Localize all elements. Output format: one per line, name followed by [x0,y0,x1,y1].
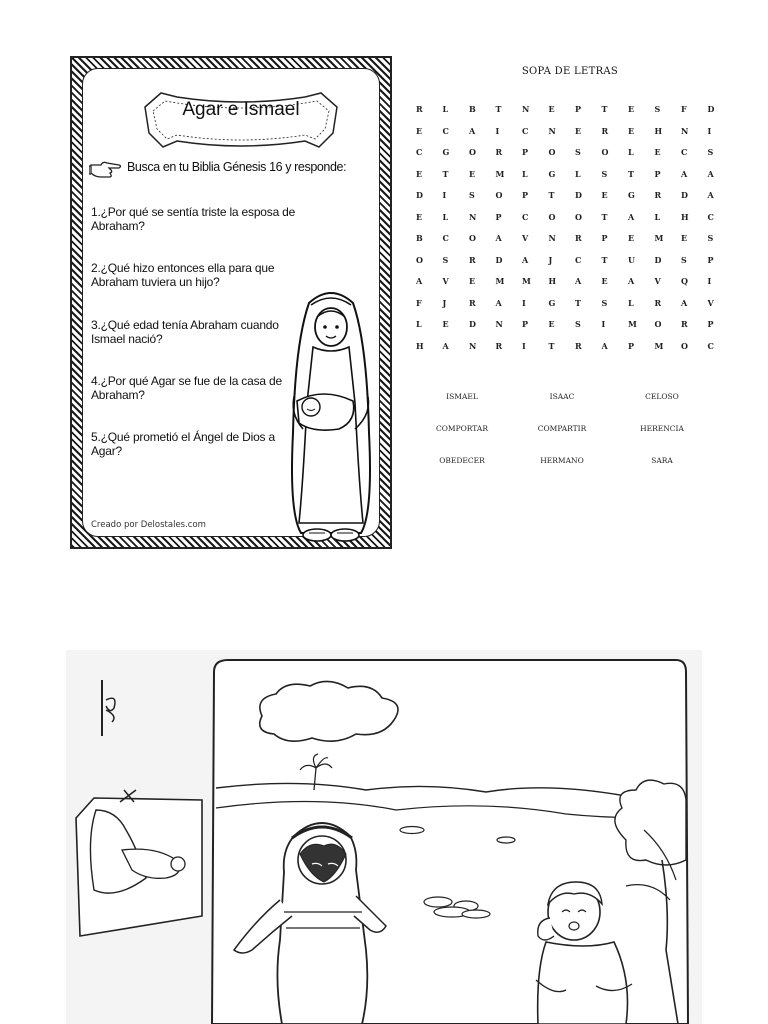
grid-letter: V [442,276,449,286]
grid-letter: N [681,125,689,136]
grid-letter: P [495,211,502,222]
grid-letter: C [707,211,714,222]
grid-letter: A [442,340,449,351]
grid-letter: N [495,319,503,329]
grid-letter: I [442,190,447,200]
grid-row [416,104,734,126]
worksheet-card [70,56,392,549]
grid-letter: G [548,297,556,308]
grid-letter: S [601,168,608,179]
grid-letter: L [416,319,422,329]
word-list-item: COMPORTAR [436,424,488,433]
grid-letter: A [707,168,714,179]
grid-letter: T [601,104,608,114]
grid-letter: I [522,297,526,308]
grid-letter: S [707,147,714,157]
grid-row [416,298,734,320]
grid-row [416,255,734,277]
grid-letter: A [681,297,688,308]
grid-letter: E [575,125,582,136]
grid-letter: H [654,125,663,136]
grid-letter: D [469,319,476,329]
grid-letter: S [601,297,608,308]
grid-letter: N [522,104,530,114]
grid-letter: L [654,211,661,222]
grid-letter: I [522,340,526,351]
grid-letter: S [707,233,714,243]
word-list [412,392,712,465]
grid-letter: T [628,168,634,179]
grid-row [416,190,734,212]
word-list-item: OBEDECER [439,456,485,465]
grid-letter: V [654,276,661,286]
grid-letter: A [495,297,502,308]
grid-letter: I [601,319,606,329]
grid-letter: G [548,168,556,179]
grid-letter: H [416,340,424,351]
grid-letter: T [575,297,581,308]
grid-letter: N [469,340,477,351]
word-list-item: CELOSO [645,392,679,401]
grid-letter: R [469,297,476,308]
grid-letter: E [416,168,423,179]
grid-letter: M [628,319,637,329]
instruction-row [89,157,379,181]
question-1: 1.¿Por qué se sentía triste la esposa de Abraham? [91,205,296,233]
word-search-title: SOPA DE LETRAS [521,66,619,77]
grid-letter: T [548,340,555,351]
grid-letter: O [681,340,688,351]
grid-letter: D [575,190,582,200]
pointing-hand-icon [89,157,123,181]
grid-letter: M [522,276,531,286]
grid-letter: N [469,211,477,222]
grid-letter: E [628,125,635,136]
grid-letter: P [522,319,529,329]
grid-letter: P [654,168,661,179]
grid-letter: P [522,190,529,200]
grid-row [416,147,734,169]
grid-letter: O [575,211,582,222]
grid-letter: D [495,254,503,265]
grid-letter: R [495,147,503,157]
grid-letter: L [442,104,449,114]
word-list-item: SARA [651,456,673,465]
grid-row [416,126,734,148]
grid-letter: A [628,211,635,222]
grid-letter: T [601,211,608,222]
grid-letter: E [442,319,449,329]
word-list-item: ISAAC [549,392,575,401]
coloring-page-illustration [66,650,702,1024]
grid-letter: S [442,254,449,265]
grid-letter: P [628,340,635,351]
grid-letter: B [469,104,476,114]
grid-letter: A [575,276,582,286]
question-5: 5.¿Qué prometió el Ángel de Dios a Agar? [91,430,275,458]
grid-row [416,319,734,341]
question-4: 4.¿Por qué Agar se fue de la casa de Abraham? [91,374,282,402]
grid-letter: J [548,254,553,265]
hagar-holding-baby-illustration [283,283,379,553]
grid-letter: E [469,276,476,286]
grid-letter: I [495,125,500,136]
grid-letter: C [707,340,714,351]
word-list-item: ISMAEL [446,392,478,401]
grid-letter: M [495,168,505,179]
grid-letter: M [654,340,664,351]
question-3: 3.¿Qué edad tenía Abraham cuando Ismael nació? [91,318,279,346]
grid-letter: L [628,297,634,308]
grid-letter: A [681,168,688,179]
grid-letter: O [469,233,476,243]
grid-letter: R [681,319,688,329]
grid-letter: O [469,147,476,157]
grid-letter: E [654,147,661,157]
grid-letter: D [416,190,423,200]
word-list-item: HERMANO [540,456,584,465]
word-search-grid [416,104,734,362]
grid-letter: S [681,254,687,265]
grid-letter: D [681,190,688,200]
grid-letter: E [416,125,423,136]
grid-letter: R [469,254,476,265]
grid-letter: E [601,190,608,200]
grid-letter: O [601,147,609,157]
grid-letter: I [707,125,712,136]
grid-letter: T [601,254,608,265]
grid-letter: L [522,168,528,179]
credit-text: Creado por Delostales.com [91,520,206,530]
grid-letter: O [416,254,423,265]
grid-letter: R [416,104,423,114]
grid-letter: P [601,233,608,243]
grid-letter: R [654,190,662,200]
grid-letter: S [469,190,475,200]
grid-letter: C [416,147,423,157]
grid-letter: C [442,125,449,136]
grid-letter: E [416,211,423,222]
grid-letter: R [495,340,503,351]
grid-letter: G [442,147,450,157]
grid-letter: F [416,297,422,308]
grid-row [416,341,734,363]
grid-row [416,169,734,191]
grid-letter: O [548,211,556,222]
grid-letter: E [469,168,476,179]
grid-letter: L [575,168,581,179]
grid-row [416,212,734,234]
grid-letter: R [575,233,582,243]
instruction-text: Busca en tu Biblia Génesis 16 y responde: [127,160,347,174]
grid-letter: T [442,168,449,179]
grid-letter: O [495,190,503,200]
grid-letter: E [548,104,555,114]
grid-letter: P [707,319,714,329]
grid-letter: E [681,233,688,243]
grid-letter: A [601,340,608,351]
grid-row [416,233,734,255]
grid-letter: P [575,104,582,114]
grid-letter: D [707,104,715,114]
grid-letter: G [628,190,635,200]
grid-letter: N [548,233,556,243]
grid-letter: E [548,319,555,329]
grid-letter: R [575,340,582,351]
grid-letter: O [654,319,662,329]
grid-letter: M [495,276,505,286]
grid-letter: Q [681,276,688,286]
grid-letter: A [522,254,529,265]
grid-letter: U [628,254,635,265]
grid-letter: S [575,147,581,157]
grid-letter: A [707,190,714,200]
grid-letter: S [575,319,581,329]
grid-letter: T [495,104,502,114]
grid-row [416,276,734,298]
grid-letter: O [548,147,556,157]
grid-letter: C [681,147,688,157]
worksheet-title: Agar e Ismael [182,99,300,120]
grid-letter: A [469,125,476,136]
grid-letter: C [522,211,529,222]
grid-letter: B [416,233,423,243]
question-2: 2.¿Qué hizo entonces ella para que Abraham tuviera un hijo? [91,261,275,289]
worksheet-inner [82,68,380,537]
grid-letter: F [681,104,687,114]
grid-letter: P [522,147,529,157]
grid-letter: M [654,233,664,243]
grid-letter: C [442,233,449,243]
word-list-item: HERENCIA [640,424,684,433]
grid-letter: A [628,276,635,286]
grid-letter: L [442,211,449,222]
grid-letter: N [548,125,556,136]
grid-letter: V [522,233,529,243]
grid-letter: H [681,211,689,222]
grid-letter: C [575,254,582,265]
grid-letter: J [442,297,447,308]
grid-letter: T [548,190,555,200]
grid-letter: R [601,125,609,136]
grid-letter: L [628,147,634,157]
grid-letter: R [654,297,662,308]
grid-letter: V [707,297,714,308]
grid-letter: A [416,276,423,286]
grid-letter: P [707,254,714,265]
grid-letter: C [522,125,529,136]
grid-letter: A [495,233,502,243]
grid-letter: E [601,276,608,286]
grid-letter: D [654,254,662,265]
grid-letter: S [654,104,661,114]
grid-letter: I [707,276,712,286]
grid-letter: E [628,104,635,114]
grid-letter: H [548,276,557,286]
grid-letter: E [628,233,635,243]
word-list-item: COMPARTIR [537,424,587,433]
